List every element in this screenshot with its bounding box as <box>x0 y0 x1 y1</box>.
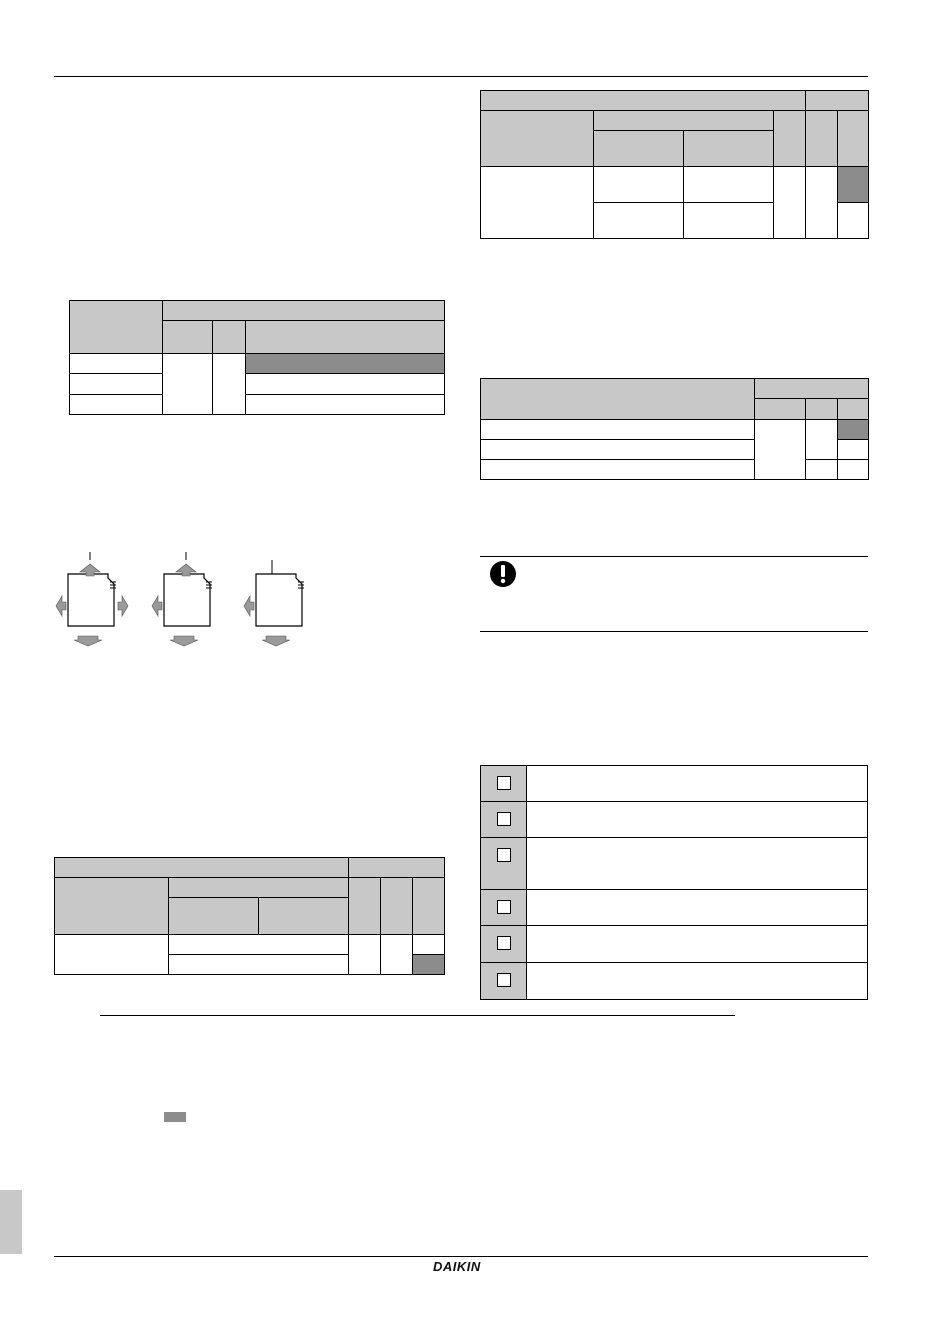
footer-rule <box>54 1256 868 1257</box>
checkbox-icon[interactable] <box>497 776 511 790</box>
checklist-row <box>480 838 868 890</box>
checkbox-icon[interactable] <box>497 848 511 862</box>
table-a <box>69 300 445 415</box>
checklist-row <box>480 890 868 926</box>
notice-bottom-rule <box>480 631 868 632</box>
airflow-diagram <box>40 550 330 650</box>
checklist-row <box>480 802 868 838</box>
warning-exclamation-icon <box>488 559 518 589</box>
header-rule <box>54 76 868 77</box>
checkbox-icon[interactable] <box>497 812 511 826</box>
checklist-row <box>480 963 868 1000</box>
notice-top-rule <box>480 556 868 557</box>
table-d <box>480 378 869 480</box>
table-c <box>54 857 445 975</box>
side-thumb-tab <box>0 1190 22 1254</box>
airflow-unit-4way <box>56 552 128 646</box>
footnote-rule <box>100 1015 735 1016</box>
checkbox-icon[interactable] <box>497 936 511 950</box>
legend-swatch <box>164 1112 186 1122</box>
checkbox-icon[interactable] <box>497 900 511 914</box>
table-b <box>480 90 869 239</box>
airflow-unit-3way <box>152 552 212 646</box>
airflow-unit-2way <box>244 560 304 646</box>
checkbox-icon[interactable] <box>497 973 511 987</box>
brand-logo: DAIKIN <box>433 1259 481 1274</box>
checklist-row <box>480 926 868 963</box>
checklist-row <box>480 765 868 802</box>
